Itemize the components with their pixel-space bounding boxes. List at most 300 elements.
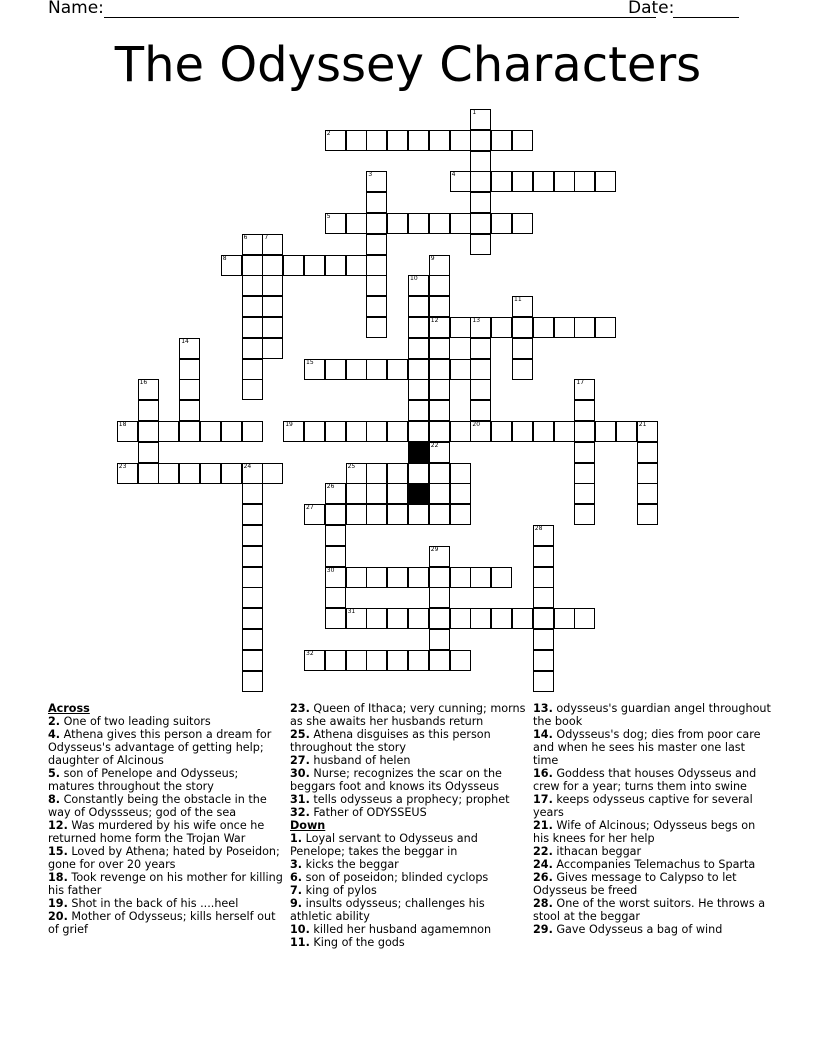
- clue-number: 11: [514, 296, 522, 304]
- crossword-cell[interactable]: [304, 650, 325, 671]
- crossword-cell[interactable]: [637, 463, 658, 484]
- crossword-cell[interactable]: [450, 463, 471, 484]
- crossword-cell[interactable]: [242, 650, 263, 671]
- crossword-cell[interactable]: [138, 463, 159, 484]
- crossword-cell[interactable]: [262, 255, 283, 276]
- crossword-cell[interactable]: [491, 171, 512, 192]
- crossword-cell[interactable]: [512, 296, 533, 317]
- crossword-cell[interactable]: [242, 483, 263, 504]
- crossword-cell[interactable]: [366, 567, 387, 588]
- crossword-cell[interactable]: [637, 504, 658, 525]
- clue-down-item: [533, 845, 773, 858]
- crossword-cell[interactable]: [325, 359, 346, 380]
- crossword-cell[interactable]: [470, 359, 491, 380]
- crossword-cell[interactable]: [283, 421, 304, 442]
- crossword-cell[interactable]: [242, 525, 263, 546]
- crossword-cell[interactable]: [387, 504, 408, 525]
- crossword-cell[interactable]: [512, 213, 533, 234]
- clue-down-item: [290, 923, 530, 936]
- clue-across-item: [48, 897, 288, 910]
- crossword-cell[interactable]: [450, 213, 471, 234]
- clue-text: Gives message to Calypso to let Odysseus be freed: [533, 871, 737, 897]
- clue-text: King of the gods: [313, 936, 405, 949]
- clue-text: One of two leading suitors: [63, 715, 211, 728]
- crossword-cell[interactable]: [346, 255, 367, 276]
- crossword-cell[interactable]: [512, 421, 533, 442]
- crossword-cell[interactable]: [408, 567, 429, 588]
- crossword-cell[interactable]: [429, 296, 450, 317]
- crossword-cell[interactable]: [262, 275, 283, 296]
- crossword-cell[interactable]: [387, 483, 408, 504]
- crossword-cell[interactable]: [242, 317, 263, 338]
- crossword-cell[interactable]: [346, 567, 367, 588]
- crossword-cell[interactable]: [366, 296, 387, 317]
- crossword-cell[interactable]: [574, 400, 595, 421]
- crossword-cell[interactable]: [408, 317, 429, 338]
- crossword-cell[interactable]: [637, 483, 658, 504]
- crossword-cell[interactable]: [533, 629, 554, 650]
- clue-across-item: [48, 819, 288, 845]
- crossword-cell[interactable]: [366, 171, 387, 192]
- crossword-cell[interactable]: [595, 317, 616, 338]
- crossword-cell[interactable]: [470, 608, 491, 629]
- clue-number: 5: [326, 213, 331, 220]
- crossword-cell[interactable]: [408, 213, 429, 234]
- clue-across-item: [48, 767, 288, 793]
- crossword-cell[interactable]: [450, 504, 471, 525]
- crossword-cell[interactable]: [470, 338, 491, 359]
- crossword-cell[interactable]: [554, 421, 575, 442]
- crossword-cell[interactable]: [512, 317, 533, 338]
- clue-number: 15: [306, 358, 314, 366]
- crossword-cell[interactable]: [366, 317, 387, 338]
- crossword-cell[interactable]: [387, 213, 408, 234]
- crossword-cell[interactable]: [325, 608, 346, 629]
- crossword-cell[interactable]: [429, 400, 450, 421]
- crossword-cell[interactable]: [242, 359, 263, 380]
- crossword-cell[interactable]: [533, 567, 554, 588]
- clue-number: 7: [264, 233, 269, 241]
- crossword-cell[interactable]: [387, 421, 408, 442]
- clue-number: 32: [306, 649, 314, 657]
- crossword-cell[interactable]: [429, 359, 450, 380]
- crossword-cell[interactable]: [200, 463, 221, 484]
- clue-text: Queen of Ithaca; very cunning; morns as she awaits her husbands return: [290, 702, 526, 728]
- clue-number: 23.: [290, 702, 310, 715]
- crossword-cell[interactable]: [574, 421, 595, 442]
- crossword-cell[interactable]: [429, 587, 450, 608]
- crossword-cell[interactable]: [366, 130, 387, 151]
- crossword-cell[interactable]: [179, 421, 200, 442]
- crossword-cell[interactable]: [533, 317, 554, 338]
- crossword-cell[interactable]: [450, 608, 471, 629]
- clue-down-item: [290, 858, 530, 871]
- crossword-cell[interactable]: [429, 317, 450, 338]
- crossword-cell[interactable]: [325, 483, 346, 504]
- clue-number: 28: [534, 525, 543, 532]
- clue-number: 4.: [48, 728, 61, 741]
- crossword-cell[interactable]: [470, 171, 491, 192]
- crossword-cell[interactable]: [325, 504, 346, 525]
- clue-text: kicks the beggar: [305, 858, 399, 871]
- clue-across-item: [290, 728, 530, 754]
- clue-down-item: [533, 793, 773, 819]
- crossword-cell[interactable]: [346, 608, 367, 629]
- crossword-cell[interactable]: [179, 463, 200, 484]
- crossword-cell[interactable]: [450, 567, 471, 588]
- clue-down-item: [290, 897, 530, 923]
- crossword-cell[interactable]: [429, 213, 450, 234]
- crossword-cell[interactable]: [242, 421, 263, 442]
- crossword-cell[interactable]: [325, 567, 346, 588]
- crossword-cell[interactable]: [429, 483, 450, 504]
- crossword-cell[interactable]: [304, 255, 325, 276]
- clue-across-item: [48, 715, 288, 728]
- crossword-cell[interactable]: [574, 463, 595, 484]
- crossword-cell[interactable]: [242, 629, 263, 650]
- crossword-cell[interactable]: [574, 317, 595, 338]
- crossword-cell[interactable]: [325, 130, 346, 151]
- crossword-cell[interactable]: [470, 192, 491, 213]
- crossword-cell[interactable]: [408, 400, 429, 421]
- crossword-cell[interactable]: [325, 587, 346, 608]
- crossword-cell[interactable]: [512, 130, 533, 151]
- clue-number: 13: [472, 317, 481, 324]
- crossword-cell[interactable]: [408, 130, 429, 151]
- clue-down-item: [290, 832, 530, 858]
- crossword-cell[interactable]: [242, 379, 263, 400]
- crossword-cell[interactable]: [637, 421, 658, 442]
- crossword-cell[interactable]: [366, 608, 387, 629]
- crossword-cell[interactable]: [554, 608, 575, 629]
- clue-text: Constantly being the obstacle in the way of Odyssseus; god of the sea: [48, 793, 267, 819]
- clue-down-item: [533, 767, 773, 793]
- crossword-cell[interactable]: [325, 213, 346, 234]
- clue-number: 6: [243, 233, 248, 241]
- crossword-cell[interactable]: [325, 255, 346, 276]
- clue-number: 29: [430, 545, 439, 553]
- crossword-cell[interactable]: [387, 650, 408, 671]
- crossword-cell[interactable]: [366, 463, 387, 484]
- crossword-cell[interactable]: [346, 421, 367, 442]
- crossword-cell[interactable]: [366, 421, 387, 442]
- crossword-cell[interactable]: [408, 275, 429, 296]
- crossword-cell[interactable]: [470, 234, 491, 255]
- clue-text: Father of ODYSSEUS: [313, 806, 427, 819]
- clue-text: killed her husband agamemnon: [313, 923, 492, 936]
- crossword-cell[interactable]: [574, 442, 595, 463]
- clue-down-item: [533, 858, 773, 871]
- crossword-cell[interactable]: [470, 109, 491, 130]
- clue-number: 3.: [290, 858, 303, 871]
- crossword-cell[interactable]: [242, 463, 263, 484]
- crossword-cell[interactable]: [138, 400, 159, 421]
- clue-number: 6.: [290, 871, 303, 884]
- crossword-cell[interactable]: [429, 629, 450, 650]
- crossword-cell[interactable]: [491, 421, 512, 442]
- crossword-cell[interactable]: [200, 421, 221, 442]
- crossword-cell[interactable]: [346, 650, 367, 671]
- crossword-cell[interactable]: [387, 463, 408, 484]
- crossword-cell[interactable]: [242, 587, 263, 608]
- crossword-cell[interactable]: [574, 504, 595, 525]
- crossword-cell[interactable]: [533, 608, 554, 629]
- crossword-cell[interactable]: [262, 338, 283, 359]
- clue-number: 13.: [533, 702, 553, 715]
- crossword-cell[interactable]: [429, 338, 450, 359]
- crossword-cell[interactable]: [470, 400, 491, 421]
- crossword-cell[interactable]: [533, 587, 554, 608]
- clue-number: 27.: [290, 754, 310, 767]
- clue-number: 25: [347, 462, 356, 470]
- crossword-cell[interactable]: [533, 171, 554, 192]
- crossword-cell[interactable]: [117, 421, 138, 442]
- clue-number: 16.: [533, 767, 553, 780]
- crossword-cell[interactable]: [429, 421, 450, 442]
- crossword-cell[interactable]: [470, 151, 491, 172]
- crossword-cell[interactable]: [242, 296, 263, 317]
- crossword-cell[interactable]: [304, 421, 325, 442]
- crossword-cell[interactable]: [262, 296, 283, 317]
- crossword-cell[interactable]: [429, 567, 450, 588]
- crossword-cell[interactable]: [429, 463, 450, 484]
- clue-number: 10: [410, 275, 418, 283]
- clue-number: 22.: [533, 845, 553, 858]
- crossword-cell[interactable]: [346, 130, 367, 151]
- crossword-cell[interactable]: [429, 504, 450, 525]
- crossword-cell[interactable]: [408, 296, 429, 317]
- crossword-cell[interactable]: [138, 442, 159, 463]
- crossword-cell[interactable]: [325, 525, 346, 546]
- crossword-cell[interactable]: [346, 359, 367, 380]
- crossword-cell[interactable]: [387, 567, 408, 588]
- crossword-cell[interactable]: [366, 650, 387, 671]
- clue-number: 25.: [290, 728, 310, 741]
- crossword-cell[interactable]: [491, 317, 512, 338]
- clue-number: 8.: [48, 793, 61, 806]
- crossword-cell[interactable]: [242, 275, 263, 296]
- clue-across-item: [48, 871, 288, 897]
- crossword-cell[interactable]: [533, 525, 554, 546]
- crossword-cell[interactable]: [574, 171, 595, 192]
- date-label: Date:: [628, 0, 675, 18]
- clue-text: Athena gives this person a dream for Odysseus's advantage of getting help; daughter of Alcinous: [48, 728, 272, 767]
- crossword-cell[interactable]: [491, 608, 512, 629]
- crossword-cell[interactable]: [242, 504, 263, 525]
- crossword-cell[interactable]: [242, 567, 263, 588]
- crossword-cell[interactable]: [616, 421, 637, 442]
- crossword-cell[interactable]: [637, 442, 658, 463]
- crossword-cell[interactable]: [325, 546, 346, 567]
- crossword-cell[interactable]: [242, 546, 263, 567]
- clue-down-item: [533, 897, 773, 923]
- crossword-cell[interactable]: [574, 379, 595, 400]
- clue-across-item: [290, 754, 530, 767]
- crossword-cell[interactable]: [450, 359, 471, 380]
- clue-number: 24: [243, 462, 252, 470]
- across-heading: Across: [48, 702, 90, 715]
- crossword-cell[interactable]: [429, 275, 450, 296]
- crossword-cell[interactable]: [366, 213, 387, 234]
- crossword-cell[interactable]: [429, 442, 450, 463]
- crossword-cell[interactable]: [346, 483, 367, 504]
- crossword-cell[interactable]: [387, 359, 408, 380]
- crossword-cell[interactable]: [366, 234, 387, 255]
- crossword-cell[interactable]: [512, 608, 533, 629]
- crossword-cell[interactable]: [242, 234, 263, 255]
- crossword-cell[interactable]: [158, 421, 179, 442]
- crossword-cell[interactable]: [491, 130, 512, 151]
- clue-text: Was murdered by his wife once he returned home form the Trojan War: [48, 819, 265, 845]
- crossword-cell[interactable]: [346, 213, 367, 234]
- crossword-cell[interactable]: [554, 171, 575, 192]
- crossword-cell[interactable]: [346, 463, 367, 484]
- crossword-cell[interactable]: [138, 421, 159, 442]
- crossword-cell[interactable]: [450, 317, 471, 338]
- clue-number: 20: [472, 421, 481, 428]
- crossword-cell[interactable]: [242, 608, 263, 629]
- crossword-cell[interactable]: [221, 463, 242, 484]
- crossword-cell[interactable]: [574, 608, 595, 629]
- crossword-cell[interactable]: [408, 338, 429, 359]
- crossword-cell[interactable]: [221, 421, 242, 442]
- crossword-cell[interactable]: [533, 421, 554, 442]
- crossword-cell[interactable]: [429, 546, 450, 567]
- crossword-cell[interactable]: [179, 338, 200, 359]
- crossword-cell[interactable]: [387, 130, 408, 151]
- crossword-cell[interactable]: [512, 338, 533, 359]
- clue-text: odysseus's guardian angel throughout the book: [533, 702, 771, 728]
- crossword-cell[interactable]: [429, 608, 450, 629]
- crossword-cell[interactable]: [242, 338, 263, 359]
- crossword-cell[interactable]: [429, 379, 450, 400]
- clue-text: husband of helen: [313, 754, 411, 767]
- clue-number: 11.: [290, 936, 310, 949]
- crossword-cell[interactable]: [533, 650, 554, 671]
- crossword-cell[interactable]: [512, 359, 533, 380]
- crossword-cell[interactable]: [179, 359, 200, 380]
- clue-number: 12.: [48, 819, 68, 832]
- clue-number: 2.: [48, 715, 61, 728]
- crossword-cell[interactable]: [387, 608, 408, 629]
- crossword-cell[interactable]: [429, 650, 450, 671]
- crossword-cell[interactable]: [262, 463, 283, 484]
- crossword-cell[interactable]: [533, 546, 554, 567]
- clue-text: Athena disguises as this person throughout the story: [290, 728, 491, 754]
- crossword-cell[interactable]: [450, 421, 471, 442]
- clue-across-item: [48, 910, 288, 936]
- crossword-cell[interactable]: [408, 421, 429, 442]
- crossword-cell[interactable]: [470, 421, 491, 442]
- crossword-cell[interactable]: [325, 650, 346, 671]
- clue-down-item: [533, 728, 773, 767]
- crossword-cell[interactable]: [470, 130, 491, 151]
- crossword-cell[interactable]: [242, 255, 263, 276]
- crossword-cell[interactable]: [554, 317, 575, 338]
- clue-down-item: [533, 819, 773, 845]
- crossword-cell[interactable]: [262, 234, 283, 255]
- crossword-cell[interactable]: [366, 255, 387, 276]
- crossword-cell[interactable]: [366, 504, 387, 525]
- crossword-cell[interactable]: [242, 671, 263, 692]
- crossword-cell[interactable]: [470, 317, 491, 338]
- clue-number: 30: [326, 566, 335, 574]
- crossword-cell[interactable]: [366, 192, 387, 213]
- crossword-cell[interactable]: [366, 483, 387, 504]
- clue-number: 14.: [533, 728, 553, 741]
- clue-number: 30.: [290, 767, 310, 780]
- crossword-cell[interactable]: [117, 463, 138, 484]
- crossword-cell[interactable]: [450, 171, 471, 192]
- crossword-cell[interactable]: [262, 317, 283, 338]
- down-heading: Down: [290, 819, 326, 832]
- crossword-cell[interactable]: [325, 421, 346, 442]
- crossword-cell[interactable]: [408, 359, 429, 380]
- crossword-cell[interactable]: [408, 463, 429, 484]
- crossword-cell[interactable]: [491, 213, 512, 234]
- clue-text: Nurse; recognizes the scar on the beggars foot and knows its Odysseus: [290, 767, 502, 793]
- clue-number: 14: [181, 337, 189, 345]
- clue-number: 1: [472, 109, 477, 116]
- crossword-cell[interactable]: [470, 567, 491, 588]
- crossword-cell[interactable]: [283, 255, 304, 276]
- crossword-cell[interactable]: [470, 213, 491, 234]
- clue-across-item: [48, 793, 288, 819]
- crossword-cell[interactable]: [450, 130, 471, 151]
- crossword-cell[interactable]: [366, 359, 387, 380]
- crossword-cell[interactable]: [595, 421, 616, 442]
- clue-number: 18.: [48, 871, 68, 884]
- clue-number: 7.: [290, 884, 303, 897]
- crossword-cell[interactable]: [595, 171, 616, 192]
- crossword-cell[interactable]: [408, 608, 429, 629]
- clue-across-item: [290, 767, 530, 793]
- crossword-cell[interactable]: [366, 275, 387, 296]
- clues-column-2: [290, 702, 530, 949]
- crossword-cell[interactable]: [450, 483, 471, 504]
- crossword-cell[interactable]: [491, 567, 512, 588]
- crossword-cell[interactable]: [533, 671, 554, 692]
- crossword-cell[interactable]: [574, 483, 595, 504]
- clue-across-item: [290, 806, 530, 819]
- crossword-cell[interactable]: [304, 359, 325, 380]
- clue-text: Mother of Odysseus; kills herself out of grief: [48, 910, 276, 936]
- clue-number: 21: [638, 421, 647, 428]
- crossword-cell[interactable]: [408, 650, 429, 671]
- clue-text: Loyal servant to Odysseus and Penelope; takes the beggar in: [290, 832, 478, 858]
- crossword-cell[interactable]: [408, 379, 429, 400]
- crossword-cell[interactable]: [470, 379, 491, 400]
- clue-number: 12: [430, 317, 439, 324]
- crossword-cell[interactable]: [450, 650, 471, 671]
- crossword-cell[interactable]: [429, 130, 450, 151]
- clue-number: 18: [118, 421, 127, 428]
- crossword-cell[interactable]: [512, 171, 533, 192]
- clue-number: 21.: [533, 819, 553, 832]
- crossword-cell[interactable]: [158, 463, 179, 484]
- crossword-cell[interactable]: [346, 504, 367, 525]
- crossword-cell[interactable]: [304, 504, 325, 525]
- crossword-cell[interactable]: [429, 255, 450, 276]
- crossword-cell[interactable]: [179, 400, 200, 421]
- crossword-cell[interactable]: [179, 379, 200, 400]
- crossword-cell[interactable]: [138, 379, 159, 400]
- crossword-cell[interactable]: [408, 504, 429, 525]
- clue-number: 27: [306, 504, 314, 512]
- clue-number: 17: [576, 379, 585, 387]
- crossword-cell[interactable]: [221, 255, 242, 276]
- clue-number: 1.: [290, 832, 303, 845]
